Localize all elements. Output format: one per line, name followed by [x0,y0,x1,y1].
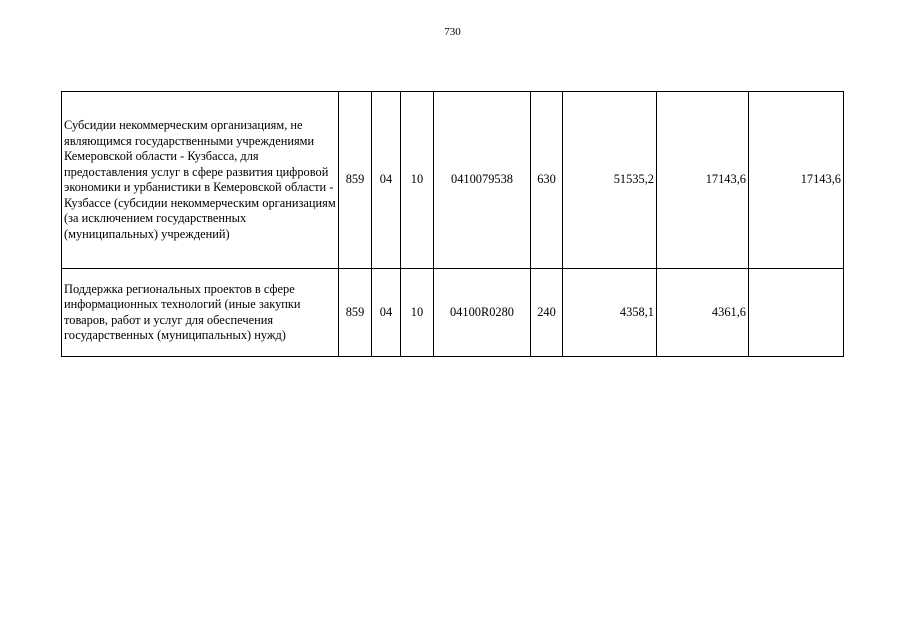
amount-year-3 [749,269,844,357]
amount-year-1: 51535,2 [563,92,657,269]
row-description: Поддержка региональных проектов в сфере информационных технологий (иные закупки товаров, работ и услуг для обеспечения государственных (муниципальных) нужд) [62,269,339,357]
expense-type-code: 630 [531,92,563,269]
target-article-code: 0410079538 [434,92,531,269]
amount-year-2: 17143,6 [657,92,749,269]
ministry-code: 859 [339,92,372,269]
table-row [62,269,844,357]
amount-year-1: 4358,1 [563,269,657,357]
budget-table [61,91,844,357]
row-description: Субсидии некоммерческим организациям, не являющимся государственными учреждениями Кемеровской области - Кузбасса, для предоставления услуг в сфере развития цифровой экономики и урбанистики в Кемеровской области - Кузбассе (субсидии некоммерческим организациям (за исключением государственных (муниципальных) учреждений) [62,92,339,269]
ministry-code: 859 [339,269,372,357]
target-article-code: 04100R0280 [434,269,531,357]
subsection-code: 10 [401,92,434,269]
table-row [62,92,844,269]
amount-year-3: 17143,6 [749,92,844,269]
section-code: 04 [372,269,401,357]
section-code: 04 [372,92,401,269]
expense-type-code: 240 [531,269,563,357]
subsection-code: 10 [401,269,434,357]
amount-year-2: 4361,6 [657,269,749,357]
page-number: 730 [444,26,461,38]
